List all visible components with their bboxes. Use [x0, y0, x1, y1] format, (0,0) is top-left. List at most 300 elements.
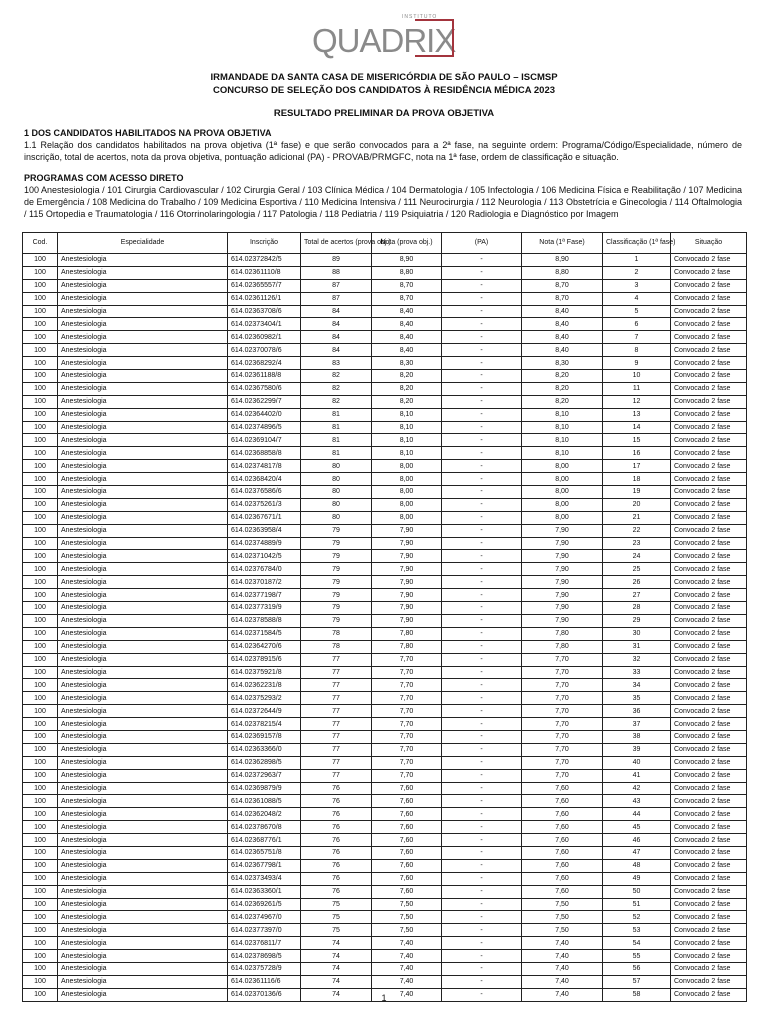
- cell-cod: 100: [23, 975, 58, 988]
- cell-total-acertos: 81: [301, 447, 372, 460]
- table-row: [23, 292, 747, 305]
- cell-cod: 100: [23, 447, 58, 460]
- cell-cod: 100: [23, 614, 58, 627]
- programs-list: 100 Anestesiologia / 101 Cirurgia Cardiovascular / 102 Cirurgia Geral / 103 Clínica Médica / 104 Dermatologia / 105 Infectologia / 106 Medicina Física e Reabilitação / 107 Medicina de Emergência / 108 Medicina do Trabalho / 109 Medicina Esportiva / 110 Medicina Intensiva / 111 Neurocirurgia / 112 Neurologia / 113 Obstetrícia e Ginecologia / 114 Oftalmologia / 115 Ortopedia e Traumatologia / 116 Otorrinolaringologia / 117 Patologia / 118 Pediatria / 119 Psiquiatria / 120 Radiologia e Diagnóstico por Imagem: [24, 185, 742, 219]
- table-row: [23, 344, 747, 357]
- cell-inscricao: 614.02361088/5: [228, 795, 301, 808]
- cell-cod: 100: [23, 962, 58, 975]
- cell-pa: -: [442, 846, 522, 859]
- section-heading: 1 DOS CANDIDATOS HABILITADOS NA PROVA OBJETIVA: [24, 128, 272, 138]
- cell-situacao: Convocado 2 fase: [671, 563, 747, 576]
- cell-inscricao: 614.02374967/0: [228, 911, 301, 924]
- cell-nota-prova: 8,20: [372, 382, 442, 395]
- cell-classificacao: 57: [603, 975, 671, 988]
- cell-especialidade: Anestesiologia: [58, 679, 228, 692]
- cell-situacao: Convocado 2 fase: [671, 666, 747, 679]
- cell-situacao: Convocado 2 fase: [671, 962, 747, 975]
- cell-situacao: Convocado 2 fase: [671, 460, 747, 473]
- cell-classificacao: 54: [603, 937, 671, 950]
- header-total-acertos: Total de acertos (prova obj.): [301, 233, 372, 254]
- cell-especialidade: Anestesiologia: [58, 743, 228, 756]
- cell-total-acertos: 76: [301, 834, 372, 847]
- cell-especialidade: Anestesiologia: [58, 898, 228, 911]
- cell-situacao: Convocado 2 fase: [671, 756, 747, 769]
- cell-especialidade: Anestesiologia: [58, 769, 228, 782]
- cell-inscricao: 614.02376784/0: [228, 563, 301, 576]
- cell-nota-fase1: 7,50: [522, 911, 603, 924]
- cell-nota-prova: 8,40: [372, 331, 442, 344]
- cell-total-acertos: 74: [301, 962, 372, 975]
- cell-inscricao: 614.02371042/5: [228, 550, 301, 563]
- cell-nota-prova: 7,60: [372, 808, 442, 821]
- cell-nota-prova: 7,70: [372, 666, 442, 679]
- cell-classificacao: 10: [603, 370, 671, 383]
- cell-nota-prova: 7,90: [372, 524, 442, 537]
- cell-inscricao: 614.02368420/4: [228, 473, 301, 486]
- cell-nota-prova: 7,50: [372, 898, 442, 911]
- cell-cod: 100: [23, 460, 58, 473]
- cell-classificacao: 44: [603, 808, 671, 821]
- cell-situacao: Convocado 2 fase: [671, 975, 747, 988]
- cell-classificacao: 5: [603, 305, 671, 318]
- cell-classificacao: 58: [603, 988, 671, 1001]
- cell-cod: 100: [23, 743, 58, 756]
- cell-especialidade: Anestesiologia: [58, 344, 228, 357]
- cell-pa: -: [442, 408, 522, 421]
- cell-pa: -: [442, 718, 522, 731]
- cell-total-acertos: 82: [301, 370, 372, 383]
- table-row: [23, 498, 747, 511]
- cell-pa: -: [442, 254, 522, 267]
- cell-total-acertos: 82: [301, 395, 372, 408]
- cell-nota-fase1: 7,70: [522, 730, 603, 743]
- cell-total-acertos: 76: [301, 859, 372, 872]
- cell-total-acertos: 79: [301, 614, 372, 627]
- cell-nota-fase1: 7,90: [522, 589, 603, 602]
- cell-situacao: Convocado 2 fase: [671, 846, 747, 859]
- cell-cod: 100: [23, 382, 58, 395]
- cell-nota-prova: 7,90: [372, 576, 442, 589]
- cell-especialidade: Anestesiologia: [58, 447, 228, 460]
- table-row: [23, 846, 747, 859]
- document-title: RESULTADO PRELIMINAR DA PROVA OBJETIVA: [273, 108, 495, 119]
- table-row: [23, 885, 747, 898]
- cell-nota-prova: 7,80: [372, 640, 442, 653]
- cell-cod: 100: [23, 602, 58, 615]
- cell-inscricao: 614.02368292/4: [228, 357, 301, 370]
- cell-pa: -: [442, 937, 522, 950]
- cell-classificacao: 21: [603, 511, 671, 524]
- cell-situacao: Convocado 2 fase: [671, 279, 747, 292]
- cell-classificacao: 43: [603, 795, 671, 808]
- cell-nota-prova: 7,90: [372, 550, 442, 563]
- cell-classificacao: 26: [603, 576, 671, 589]
- table-row: [23, 950, 747, 963]
- cell-classificacao: 50: [603, 885, 671, 898]
- cell-especialidade: Anestesiologia: [58, 395, 228, 408]
- header-pa: (PA): [442, 233, 522, 254]
- cell-situacao: Convocado 2 fase: [671, 769, 747, 782]
- cell-especialidade: Anestesiologia: [58, 537, 228, 550]
- cell-total-acertos: 79: [301, 589, 372, 602]
- cell-inscricao: 614.02377198/7: [228, 589, 301, 602]
- cell-situacao: Convocado 2 fase: [671, 782, 747, 795]
- logo-subtitle: INSTITUTO: [402, 14, 438, 20]
- cell-pa: -: [442, 898, 522, 911]
- cell-pa: -: [442, 357, 522, 370]
- cell-cod: 100: [23, 292, 58, 305]
- cell-especialidade: Anestesiologia: [58, 524, 228, 537]
- cell-pa: -: [442, 859, 522, 872]
- cell-total-acertos: 78: [301, 640, 372, 653]
- cell-situacao: Convocado 2 fase: [671, 331, 747, 344]
- cell-situacao: Convocado 2 fase: [671, 395, 747, 408]
- cell-nota-fase1: 8,90: [522, 254, 603, 267]
- cell-pa: -: [442, 486, 522, 499]
- cell-pa: -: [442, 576, 522, 589]
- cell-cod: 100: [23, 705, 58, 718]
- table-row: [23, 395, 747, 408]
- cell-total-acertos: 80: [301, 498, 372, 511]
- cell-pa: -: [442, 266, 522, 279]
- cell-inscricao: 614.02377319/9: [228, 602, 301, 615]
- cell-especialidade: Anestesiologia: [58, 511, 228, 524]
- cell-classificacao: 46: [603, 834, 671, 847]
- cell-pa: -: [442, 292, 522, 305]
- cell-pa: -: [442, 614, 522, 627]
- cell-cod: 100: [23, 692, 58, 705]
- cell-pa: -: [442, 370, 522, 383]
- cell-nota-prova: 7,40: [372, 975, 442, 988]
- cell-nota-fase1: 7,60: [522, 846, 603, 859]
- table-row: [23, 511, 747, 524]
- table-row: [23, 653, 747, 666]
- table-row: [23, 305, 747, 318]
- cell-nota-fase1: 8,00: [522, 511, 603, 524]
- table-row: [23, 602, 747, 615]
- cell-total-acertos: 77: [301, 666, 372, 679]
- cell-cod: 100: [23, 911, 58, 924]
- cell-nota-fase1: 7,40: [522, 988, 603, 1001]
- cell-especialidade: Anestesiologia: [58, 563, 228, 576]
- cell-classificacao: 14: [603, 421, 671, 434]
- cell-classificacao: 40: [603, 756, 671, 769]
- cell-pa: -: [442, 511, 522, 524]
- table-row: [23, 718, 747, 731]
- cell-total-acertos: 77: [301, 653, 372, 666]
- cell-total-acertos: 83: [301, 357, 372, 370]
- cell-classificacao: 12: [603, 395, 671, 408]
- cell-inscricao: 614.02364270/6: [228, 640, 301, 653]
- cell-especialidade: Anestesiologia: [58, 498, 228, 511]
- cell-especialidade: Anestesiologia: [58, 834, 228, 847]
- cell-nota-fase1: 7,90: [522, 524, 603, 537]
- cell-situacao: Convocado 2 fase: [671, 795, 747, 808]
- cell-total-acertos: 76: [301, 808, 372, 821]
- cell-especialidade: Anestesiologia: [58, 408, 228, 421]
- cell-nota-fase1: 8,10: [522, 447, 603, 460]
- cell-situacao: Convocado 2 fase: [671, 898, 747, 911]
- cell-total-acertos: 74: [301, 988, 372, 1001]
- cell-nota-prova: 7,60: [372, 846, 442, 859]
- cell-especialidade: Anestesiologia: [58, 576, 228, 589]
- cell-situacao: Convocado 2 fase: [671, 498, 747, 511]
- cell-pa: -: [442, 537, 522, 550]
- cell-nota-fase1: 7,50: [522, 924, 603, 937]
- cell-inscricao: 614.02374889/9: [228, 537, 301, 550]
- cell-pa: -: [442, 743, 522, 756]
- cell-pa: -: [442, 730, 522, 743]
- cell-classificacao: 56: [603, 962, 671, 975]
- cell-especialidade: Anestesiologia: [58, 924, 228, 937]
- cell-situacao: Convocado 2 fase: [671, 266, 747, 279]
- cell-classificacao: 6: [603, 318, 671, 331]
- cell-classificacao: 39: [603, 743, 671, 756]
- cell-pa: -: [442, 447, 522, 460]
- cell-nota-prova: 7,80: [372, 627, 442, 640]
- cell-inscricao: 614.02369879/9: [228, 782, 301, 795]
- cell-cod: 100: [23, 859, 58, 872]
- cell-pa: -: [442, 524, 522, 537]
- cell-inscricao: 614.02375261/3: [228, 498, 301, 511]
- cell-nota-prova: 7,70: [372, 769, 442, 782]
- cell-nota-fase1: 7,60: [522, 821, 603, 834]
- cell-classificacao: 4: [603, 292, 671, 305]
- cell-total-acertos: 81: [301, 434, 372, 447]
- cell-nota-fase1: 7,80: [522, 627, 603, 640]
- table-row: [23, 486, 747, 499]
- cell-inscricao: 614.02367798/1: [228, 859, 301, 872]
- cell-classificacao: 41: [603, 769, 671, 782]
- cell-inscricao: 614.02371584/5: [228, 627, 301, 640]
- cell-total-acertos: 79: [301, 602, 372, 615]
- cell-cod: 100: [23, 846, 58, 859]
- quadrix-logo: [312, 14, 462, 60]
- cell-cod: 100: [23, 718, 58, 731]
- table-row: [23, 808, 747, 821]
- cell-pa: -: [442, 602, 522, 615]
- table-row: [23, 382, 747, 395]
- cell-total-acertos: 84: [301, 305, 372, 318]
- cell-inscricao: 614.02376586/6: [228, 486, 301, 499]
- cell-total-acertos: 74: [301, 937, 372, 950]
- cell-especialidade: Anestesiologia: [58, 550, 228, 563]
- cell-inscricao: 614.02362048/2: [228, 808, 301, 821]
- cell-classificacao: 51: [603, 898, 671, 911]
- cell-nota-fase1: 7,90: [522, 576, 603, 589]
- cell-classificacao: 28: [603, 602, 671, 615]
- cell-cod: 100: [23, 834, 58, 847]
- cell-cod: 100: [23, 950, 58, 963]
- cell-inscricao: 614.02375921/8: [228, 666, 301, 679]
- table-row: [23, 537, 747, 550]
- institution-title: IRMANDADE DA SANTA CASA DE MISERICÓRDIA DE SÃO PAULO – ISCMSP: [210, 72, 558, 83]
- cell-total-acertos: 77: [301, 718, 372, 731]
- cell-situacao: Convocado 2 fase: [671, 924, 747, 937]
- cell-inscricao: 614.02361110/8: [228, 266, 301, 279]
- cell-classificacao: 35: [603, 692, 671, 705]
- cell-pa: -: [442, 279, 522, 292]
- cell-total-acertos: 77: [301, 769, 372, 782]
- cell-situacao: Convocado 2 fase: [671, 447, 747, 460]
- cell-cod: 100: [23, 576, 58, 589]
- cell-pa: -: [442, 550, 522, 563]
- cell-nota-fase1: 8,80: [522, 266, 603, 279]
- cell-situacao: Convocado 2 fase: [671, 705, 747, 718]
- cell-total-acertos: 87: [301, 292, 372, 305]
- cell-classificacao: 8: [603, 344, 671, 357]
- cell-nota-prova: 7,70: [372, 692, 442, 705]
- cell-nota-fase1: 8,20: [522, 370, 603, 383]
- cell-pa: -: [442, 756, 522, 769]
- cell-classificacao: 38: [603, 730, 671, 743]
- cell-especialidade: Anestesiologia: [58, 279, 228, 292]
- cell-nota-fase1: 7,40: [522, 950, 603, 963]
- cell-cod: 100: [23, 756, 58, 769]
- table-row: [23, 821, 747, 834]
- cell-nota-fase1: 8,00: [522, 460, 603, 473]
- cell-situacao: Convocado 2 fase: [671, 524, 747, 537]
- cell-total-acertos: 79: [301, 576, 372, 589]
- cell-inscricao: 614.02361188/8: [228, 370, 301, 383]
- cell-situacao: Convocado 2 fase: [671, 640, 747, 653]
- cell-total-acertos: 81: [301, 421, 372, 434]
- cell-cod: 100: [23, 421, 58, 434]
- cell-nota-prova: 8,90: [372, 254, 442, 267]
- cell-cod: 100: [23, 266, 58, 279]
- cell-situacao: Convocado 2 fase: [671, 473, 747, 486]
- cell-situacao: Convocado 2 fase: [671, 370, 747, 383]
- cell-cod: 100: [23, 898, 58, 911]
- table-row: [23, 421, 747, 434]
- cell-classificacao: 30: [603, 627, 671, 640]
- programs-heading: PROGRAMAS COM ACESSO DIRETO: [24, 173, 184, 183]
- table-row: [23, 782, 747, 795]
- cell-situacao: Convocado 2 fase: [671, 730, 747, 743]
- table-row: [23, 769, 747, 782]
- cell-pa: -: [442, 563, 522, 576]
- cell-especialidade: Anestesiologia: [58, 627, 228, 640]
- cell-cod: 100: [23, 769, 58, 782]
- cell-inscricao: 614.02370078/6: [228, 344, 301, 357]
- cell-especialidade: Anestesiologia: [58, 718, 228, 731]
- cell-cod: 100: [23, 318, 58, 331]
- cell-inscricao: 614.02372644/9: [228, 705, 301, 718]
- cell-especialidade: Anestesiologia: [58, 756, 228, 769]
- cell-situacao: Convocado 2 fase: [671, 576, 747, 589]
- cell-cod: 100: [23, 331, 58, 344]
- cell-inscricao: 614.02378698/5: [228, 950, 301, 963]
- cell-total-acertos: 80: [301, 511, 372, 524]
- cell-total-acertos: 87: [301, 279, 372, 292]
- cell-inscricao: 614.02378670/8: [228, 821, 301, 834]
- cell-pa: -: [442, 666, 522, 679]
- cell-especialidade: Anestesiologia: [58, 254, 228, 267]
- cell-especialidade: Anestesiologia: [58, 460, 228, 473]
- cell-inscricao: 614.02372963/7: [228, 769, 301, 782]
- results-table: [22, 232, 747, 1002]
- cell-total-acertos: 80: [301, 460, 372, 473]
- cell-situacao: Convocado 2 fase: [671, 344, 747, 357]
- cell-cod: 100: [23, 653, 58, 666]
- table-row: [23, 730, 747, 743]
- cell-nota-prova: 7,70: [372, 653, 442, 666]
- cell-total-acertos: 77: [301, 756, 372, 769]
- cell-classificacao: 31: [603, 640, 671, 653]
- cell-nota-prova: 8,00: [372, 498, 442, 511]
- cell-nota-prova: 7,60: [372, 782, 442, 795]
- cell-situacao: Convocado 2 fase: [671, 589, 747, 602]
- table-row: [23, 627, 747, 640]
- cell-situacao: Convocado 2 fase: [671, 653, 747, 666]
- cell-especialidade: Anestesiologia: [58, 318, 228, 331]
- cell-nota-fase1: 8,40: [522, 331, 603, 344]
- cell-total-acertos: 75: [301, 898, 372, 911]
- cell-pa: -: [442, 589, 522, 602]
- cell-nota-prova: 7,50: [372, 924, 442, 937]
- cell-situacao: Convocado 2 fase: [671, 614, 747, 627]
- cell-cod: 100: [23, 524, 58, 537]
- table-row: [23, 447, 747, 460]
- cell-especialidade: Anestesiologia: [58, 911, 228, 924]
- cell-pa: -: [442, 885, 522, 898]
- cell-nota-fase1: 7,50: [522, 898, 603, 911]
- cell-nota-fase1: 8,40: [522, 305, 603, 318]
- cell-classificacao: 36: [603, 705, 671, 718]
- cell-pa: -: [442, 911, 522, 924]
- cell-situacao: Convocado 2 fase: [671, 318, 747, 331]
- table-header-row: [23, 233, 747, 254]
- logo-text: QUADRIX: [312, 22, 456, 59]
- cell-nota-prova: 7,60: [372, 859, 442, 872]
- cell-inscricao: 614.02374817/8: [228, 460, 301, 473]
- table-row: [23, 937, 747, 950]
- cell-pa: -: [442, 782, 522, 795]
- cell-cod: 100: [23, 808, 58, 821]
- cell-classificacao: 3: [603, 279, 671, 292]
- cell-especialidade: Anestesiologia: [58, 614, 228, 627]
- cell-situacao: Convocado 2 fase: [671, 950, 747, 963]
- cell-pa: -: [442, 395, 522, 408]
- cell-cod: 100: [23, 589, 58, 602]
- cell-inscricao: 614.02362231/8: [228, 679, 301, 692]
- cell-inscricao: 614.02369261/5: [228, 898, 301, 911]
- cell-classificacao: 11: [603, 382, 671, 395]
- cell-cod: 100: [23, 640, 58, 653]
- table-row: [23, 589, 747, 602]
- cell-pa: -: [442, 344, 522, 357]
- cell-cod: 100: [23, 473, 58, 486]
- cell-total-acertos: 84: [301, 331, 372, 344]
- cell-inscricao: 614.02365557/7: [228, 279, 301, 292]
- cell-pa: -: [442, 421, 522, 434]
- table-row: [23, 576, 747, 589]
- cell-especialidade: Anestesiologia: [58, 486, 228, 499]
- cell-total-acertos: 77: [301, 679, 372, 692]
- cell-especialidade: Anestesiologia: [58, 808, 228, 821]
- cell-especialidade: Anestesiologia: [58, 846, 228, 859]
- cell-inscricao: 614.02363958/4: [228, 524, 301, 537]
- cell-classificacao: 9: [603, 357, 671, 370]
- table-row: [23, 318, 747, 331]
- table-row: [23, 666, 747, 679]
- cell-nota-prova: 7,90: [372, 537, 442, 550]
- cell-nota-prova: 8,20: [372, 395, 442, 408]
- cell-pa: -: [442, 950, 522, 963]
- cell-inscricao: 614.02360982/1: [228, 331, 301, 344]
- cell-total-acertos: 80: [301, 486, 372, 499]
- cell-classificacao: 18: [603, 473, 671, 486]
